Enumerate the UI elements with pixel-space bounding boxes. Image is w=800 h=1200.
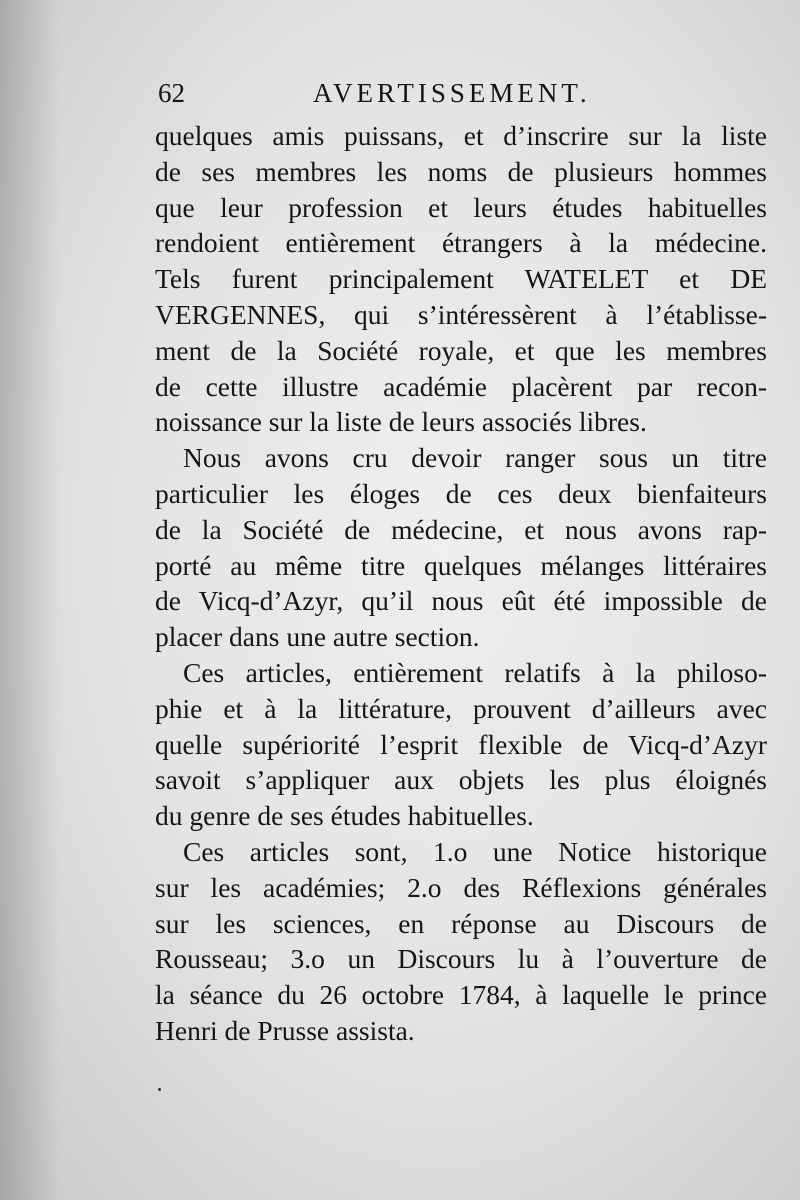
text-line: Tels furent principalement WATELET et DE: [155, 263, 767, 295]
text-line: de la Société de médecine, et nous avons rap-: [155, 513, 767, 545]
paragraph-3: [155, 655, 767, 834]
text-line: que leur profession et leurs études habituelles: [155, 191, 767, 223]
text-line: savoit s’appliquer aux objets les plus éloignés: [155, 764, 767, 796]
text-line: Rousseau; 3.o un Discours lu à l’ouverture de: [155, 943, 767, 975]
page-header: [158, 78, 768, 118]
text-line: porté au même titre quelques mélanges littéraires: [155, 549, 767, 581]
text-line: ment de la Société royale, et que les membres: [155, 334, 767, 366]
text-line: sur les sciences, en réponse au Discours de: [155, 907, 767, 939]
ink-dot: [158, 1088, 161, 1091]
body-text: [155, 118, 767, 1049]
text-line: sur les académies; 2.o des Réflexions générales: [155, 871, 767, 903]
text-line: Nous avons cru devoir ranger sous un titre: [183, 442, 767, 474]
text-line: VERGENNES, qui s’intéressèrent à l’établisse-: [155, 298, 767, 330]
text-line: particulier les éloges de ces deux bienfaiteurs: [155, 477, 767, 509]
page-number: 62: [158, 78, 185, 108]
text-line: phie et à la littérature, prouvent d’ailleurs avec: [155, 692, 767, 724]
text-line: de ses membres les noms de plusieurs hommes: [155, 155, 767, 187]
paragraph-4: [155, 834, 767, 1049]
text-line: de cette illustre académie placèrent par recon-: [155, 370, 767, 402]
text-line: quelques amis puissans, et d’inscrire sur la liste: [155, 120, 767, 151]
text-line: quelle supériorité l’esprit flexible de Vicq-d’Azyr: [155, 728, 767, 760]
text-line: noissance sur la liste de leurs associés libres.: [155, 406, 647, 438]
text-line: du genre de ses études habituelles.: [155, 800, 534, 832]
paragraph-2: [155, 440, 767, 655]
paragraph-1: [155, 118, 767, 440]
text-line: Ces articles, entièrement relatifs à la philoso-: [183, 656, 767, 688]
running-head: AVERTISSEMENT.: [313, 78, 591, 108]
text-line: la séance du 26 octobre 1784, à laquelle le prince: [155, 979, 767, 1011]
text-line: Ces articles sont, 1.o une Notice historique: [183, 835, 767, 867]
text-line: de Vicq-d’Azyr, qu’il nous eût été impossible de: [155, 585, 767, 617]
text-line: placer dans une autre section.: [155, 621, 480, 653]
text-line: Henri de Prusse assista.: [155, 1014, 415, 1046]
text-line: rendoient entièrement étrangers à la médecine.: [155, 227, 767, 259]
